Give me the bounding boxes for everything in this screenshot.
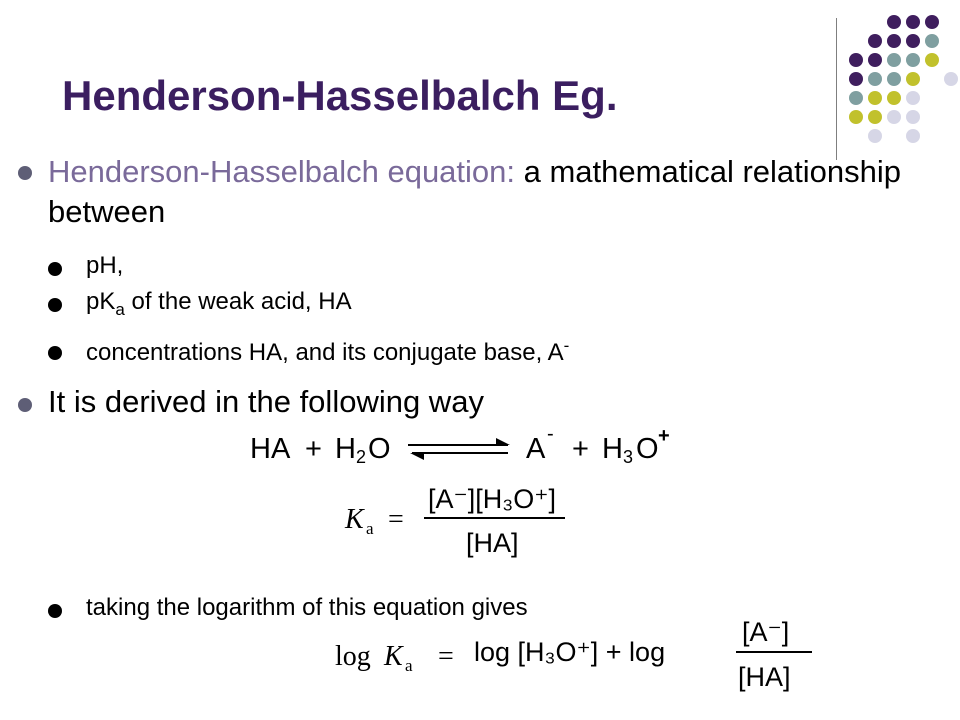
ka-numerator: [A⁻][H₃O⁺] <box>428 484 557 514</box>
sub-item-logarithm: taking the logarithm of this equation gives <box>86 594 528 621</box>
reaction-a-charge: - <box>547 423 554 445</box>
definition-term: Henderson-Hasselbalch equation: <box>48 154 516 189</box>
reaction-h3: H <box>602 433 623 465</box>
reaction-sub-2: 2 <box>356 447 367 467</box>
ka-denominator: [HA] <box>466 528 519 558</box>
reaction-plus: + <box>572 433 589 465</box>
log-rhs: log [H₃O⁺] + log <box>474 637 666 667</box>
reaction-sub-3: 3 <box>623 447 634 467</box>
pka-text: pK <box>86 288 116 315</box>
pka-subscript: a <box>115 299 125 319</box>
ka-k: K <box>345 504 364 535</box>
reaction-plus: + <box>305 433 322 465</box>
log-text: log <box>335 641 371 672</box>
equilibrium-arrows-icon <box>408 438 510 460</box>
reaction-o: O <box>368 433 391 465</box>
reaction-equation <box>250 423 670 467</box>
ka-sub-a: a <box>366 519 374 538</box>
log-equals: = <box>438 641 454 672</box>
sub-bullet-marker <box>48 604 62 618</box>
slide-title: Henderson-Hasselbalch Eg. <box>62 72 618 119</box>
sub-item-ph: pH, <box>86 252 124 279</box>
reaction-ha: HA <box>250 433 291 465</box>
log-sub-a: a <box>405 656 413 675</box>
reaction-o2: O <box>636 433 659 465</box>
reaction-a: A <box>526 433 546 465</box>
conj-base-charge: - <box>563 336 570 355</box>
reaction-charge: + <box>658 425 670 447</box>
log-k: K <box>384 641 403 672</box>
log-ka-equation <box>335 617 812 692</box>
ka-definition-equation <box>344 484 565 558</box>
bullet-derivation: It is derived in the following way <box>48 384 484 419</box>
reaction-h: H <box>335 433 356 465</box>
definition-text: a mathematical relationship between <box>48 154 901 229</box>
log-denominator: [HA] <box>738 662 791 692</box>
concentrations-text: concentrations HA, and its conjugate base, A <box>86 339 564 366</box>
log-numerator: [A⁻] <box>742 617 790 647</box>
pka-rest: of the weak acid, HA <box>124 288 352 315</box>
ka-equals: = <box>388 504 404 535</box>
